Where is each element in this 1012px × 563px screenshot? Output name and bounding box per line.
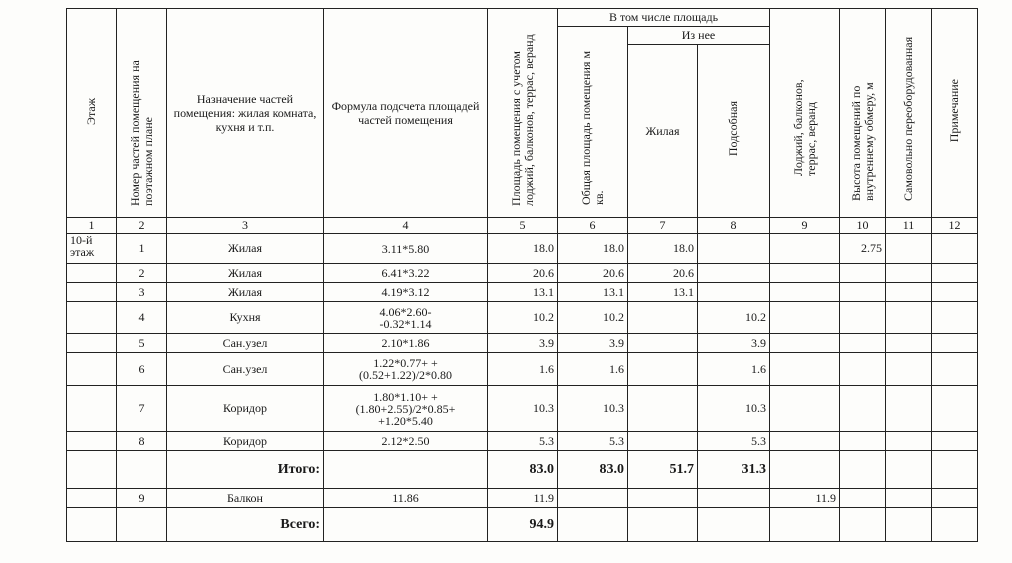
room-number-cell: 1: [117, 234, 167, 264]
floor-cell: [67, 508, 117, 542]
room-number-cell: 9: [117, 489, 167, 508]
area-cell: 10.2: [488, 302, 558, 334]
purpose-cell: Жилая: [167, 234, 324, 264]
loggia-area-cell: [770, 386, 840, 432]
formula-cell: 1.80*1.10+ +(1.80+2.55)/2*0.85+ +1.20*5.40: [324, 386, 488, 432]
living-area-cell: [628, 489, 698, 508]
total-area: 94.9: [488, 508, 558, 542]
living-area-cell: 20.6: [628, 264, 698, 283]
living-area-cell: 13.1: [628, 283, 698, 302]
purpose-cell: Балкон: [167, 489, 324, 508]
note-cell: [932, 432, 978, 451]
column-number-row: [67, 218, 978, 234]
self-equipped-cell: [886, 489, 932, 508]
room-number-cell: 2: [117, 264, 167, 283]
general-area-cell: 3.9: [558, 334, 628, 353]
self-equipped-cell: [886, 264, 932, 283]
general-area-cell: 1.6: [558, 353, 628, 386]
floor-cell: [67, 432, 117, 451]
formula-cell: 11.86: [324, 489, 488, 508]
general-area-cell: [558, 508, 628, 542]
self-equipped-cell: [886, 386, 932, 432]
room-area-table: [66, 8, 978, 542]
loggia-area-cell: [770, 334, 840, 353]
floor-cell: [67, 489, 117, 508]
table-row: [67, 302, 978, 334]
header-living: Жилая: [628, 45, 698, 218]
loggia-area-cell: [770, 264, 840, 283]
purpose-cell: Коридор: [167, 432, 324, 451]
loggia-area-cell: [770, 353, 840, 386]
note-cell: [932, 334, 978, 353]
formula-cell: 1.22*0.77+ +(0.52+1.22)/2*0.80: [324, 353, 488, 386]
table-row: [67, 353, 978, 386]
header-formula: Формула подсчета площадей частей помещения: [324, 9, 488, 218]
floor-cell: [67, 451, 117, 489]
height-cell: [840, 334, 886, 353]
column-number: 5: [488, 218, 558, 234]
loggia-area-cell: [770, 283, 840, 302]
self-equipped-cell: [886, 283, 932, 302]
subtotal-area: 83.0: [488, 451, 558, 489]
note-cell: [932, 302, 978, 334]
column-number: 4: [324, 218, 488, 234]
general-area-cell: 18.0: [558, 234, 628, 264]
note-cell: [932, 386, 978, 432]
auxiliary-area-cell: 10.3: [698, 386, 770, 432]
table-row: [67, 283, 978, 302]
purpose-cell: Сан.узел: [167, 334, 324, 353]
living-area-cell: [628, 386, 698, 432]
area-cell: 1.6: [488, 353, 558, 386]
header-area-total: Площадь помещения с учетом лоджий, балконов, террас, веранд: [488, 9, 558, 218]
formula-cell: 4.06*2.60- -0.32*1.14: [324, 302, 488, 334]
header-purpose: Назначение частей помещения: жилая комната, кухня и т.п.: [167, 9, 324, 218]
height-cell: [840, 508, 886, 542]
loggia-area-cell: [770, 508, 840, 542]
loggia-area-cell: [770, 302, 840, 334]
formula-cell: [324, 508, 488, 542]
area-cell: 11.9: [488, 489, 558, 508]
column-number: 12: [932, 218, 978, 234]
header-general-area: Общая площадь помещения м кв.: [558, 27, 628, 218]
header-note: Примечание: [932, 9, 978, 218]
height-cell: [840, 386, 886, 432]
total-label: Всего:: [167, 508, 324, 542]
height-cell: [840, 489, 886, 508]
formula-cell: 2.10*1.86: [324, 334, 488, 353]
auxiliary-area-cell: [698, 234, 770, 264]
room-number-cell: 6: [117, 353, 167, 386]
table-row: [67, 432, 978, 451]
column-number: 7: [628, 218, 698, 234]
height-cell: [840, 353, 886, 386]
height-cell: [840, 432, 886, 451]
height-cell: [840, 264, 886, 283]
auxiliary-area-cell: 5.3: [698, 432, 770, 451]
column-number: 1: [67, 218, 117, 234]
general-area-cell: 13.1: [558, 283, 628, 302]
height-cell: 2.75: [840, 234, 886, 264]
area-cell: 10.3: [488, 386, 558, 432]
subtotal-auxiliary-area: 31.3: [698, 451, 770, 489]
purpose-cell: Жилая: [167, 264, 324, 283]
living-area-cell: [628, 508, 698, 542]
table-row: [67, 264, 978, 283]
formula-cell: [324, 451, 488, 489]
room-number-cell: 4: [117, 302, 167, 334]
formula-cell: 4.19*3.12: [324, 283, 488, 302]
header-including: В том числе площадь: [558, 9, 770, 27]
purpose-cell: Коридор: [167, 386, 324, 432]
general-area-cell: 5.3: [558, 432, 628, 451]
header-auxiliary: Подсобная: [698, 45, 770, 218]
general-area-cell: 20.6: [558, 264, 628, 283]
note-cell: [932, 234, 978, 264]
purpose-cell: Сан.узел: [167, 353, 324, 386]
height-cell: [840, 283, 886, 302]
loggia-area-cell: [770, 432, 840, 451]
floor-cell: [67, 353, 117, 386]
header-self-equipped: Самовольно переоборудованная: [886, 9, 932, 218]
column-number: 11: [886, 218, 932, 234]
living-area-cell: 18.0: [628, 234, 698, 264]
note-cell: [932, 353, 978, 386]
loggia-area-cell: 11.9: [770, 489, 840, 508]
room-number-cell: 5: [117, 334, 167, 353]
floor-cell: [67, 283, 117, 302]
self-equipped-cell: [886, 451, 932, 489]
column-number: 9: [770, 218, 840, 234]
formula-cell: 2.12*2.50: [324, 432, 488, 451]
living-area-cell: [628, 353, 698, 386]
self-equipped-cell: [886, 353, 932, 386]
room-number-cell: [117, 451, 167, 489]
height-cell: [840, 451, 886, 489]
self-equipped-cell: [886, 334, 932, 353]
area-cell: 18.0: [488, 234, 558, 264]
floor-cell: [67, 302, 117, 334]
subtotal-row: [67, 451, 978, 489]
auxiliary-area-cell: [698, 283, 770, 302]
general-area-cell: 10.2: [558, 302, 628, 334]
note-cell: [932, 264, 978, 283]
column-number: 6: [558, 218, 628, 234]
table-row: [67, 489, 978, 508]
auxiliary-area-cell: [698, 489, 770, 508]
room-number-cell: 8: [117, 432, 167, 451]
note-cell: [932, 508, 978, 542]
table-row: [67, 234, 978, 264]
general-area-cell: 10.3: [558, 386, 628, 432]
formula-cell: 6.41*3.22: [324, 264, 488, 283]
self-equipped-cell: [886, 302, 932, 334]
formula-cell: 3.11*5.80: [324, 234, 488, 264]
room-number-cell: 7: [117, 386, 167, 432]
auxiliary-area-cell: 10.2: [698, 302, 770, 334]
self-equipped-cell: [886, 234, 932, 264]
table-row: [67, 334, 978, 353]
note-cell: [932, 451, 978, 489]
floor-cell: 10-й этаж: [67, 234, 117, 264]
room-area-table-sheet: [66, 8, 978, 542]
header-height: Высота помещений по внутреннему обмеру, м: [840, 9, 886, 218]
room-number-cell: 3: [117, 283, 167, 302]
living-area-cell: [628, 302, 698, 334]
height-cell: [840, 302, 886, 334]
header-floor: Этаж: [67, 9, 117, 218]
floor-cell: [67, 386, 117, 432]
area-cell: 20.6: [488, 264, 558, 283]
column-number: 2: [117, 218, 167, 234]
self-equipped-cell: [886, 432, 932, 451]
note-cell: [932, 283, 978, 302]
auxiliary-area-cell: 1.6: [698, 353, 770, 386]
general-area-cell: [558, 489, 628, 508]
purpose-cell: Кухня: [167, 302, 324, 334]
column-number: 10: [840, 218, 886, 234]
column-number: 8: [698, 218, 770, 234]
auxiliary-area-cell: 3.9: [698, 334, 770, 353]
area-cell: 13.1: [488, 283, 558, 302]
area-cell: 3.9: [488, 334, 558, 353]
living-area-cell: [628, 432, 698, 451]
header-loggias: Лоджий, балконов, террас, веранд: [770, 9, 840, 218]
column-number: 3: [167, 218, 324, 234]
loggia-area-cell: [770, 451, 840, 489]
note-cell: [932, 489, 978, 508]
total-row: [67, 508, 978, 542]
subtotal-label: Итого:: [167, 451, 324, 489]
subtotal-living-area: 51.7: [628, 451, 698, 489]
area-cell: 5.3: [488, 432, 558, 451]
table-row: [67, 386, 978, 432]
room-number-cell: [117, 508, 167, 542]
floor-cell: [67, 334, 117, 353]
loggia-area-cell: [770, 234, 840, 264]
self-equipped-cell: [886, 508, 932, 542]
header-of-which: Из нее: [628, 27, 770, 45]
purpose-cell: Жилая: [167, 283, 324, 302]
living-area-cell: [628, 334, 698, 353]
subtotal-general-area: 83.0: [558, 451, 628, 489]
auxiliary-area-cell: [698, 264, 770, 283]
header-room-number: Номер частей помещения на поэтажном плане: [117, 9, 167, 218]
floor-cell: [67, 264, 117, 283]
auxiliary-area-cell: [698, 508, 770, 542]
